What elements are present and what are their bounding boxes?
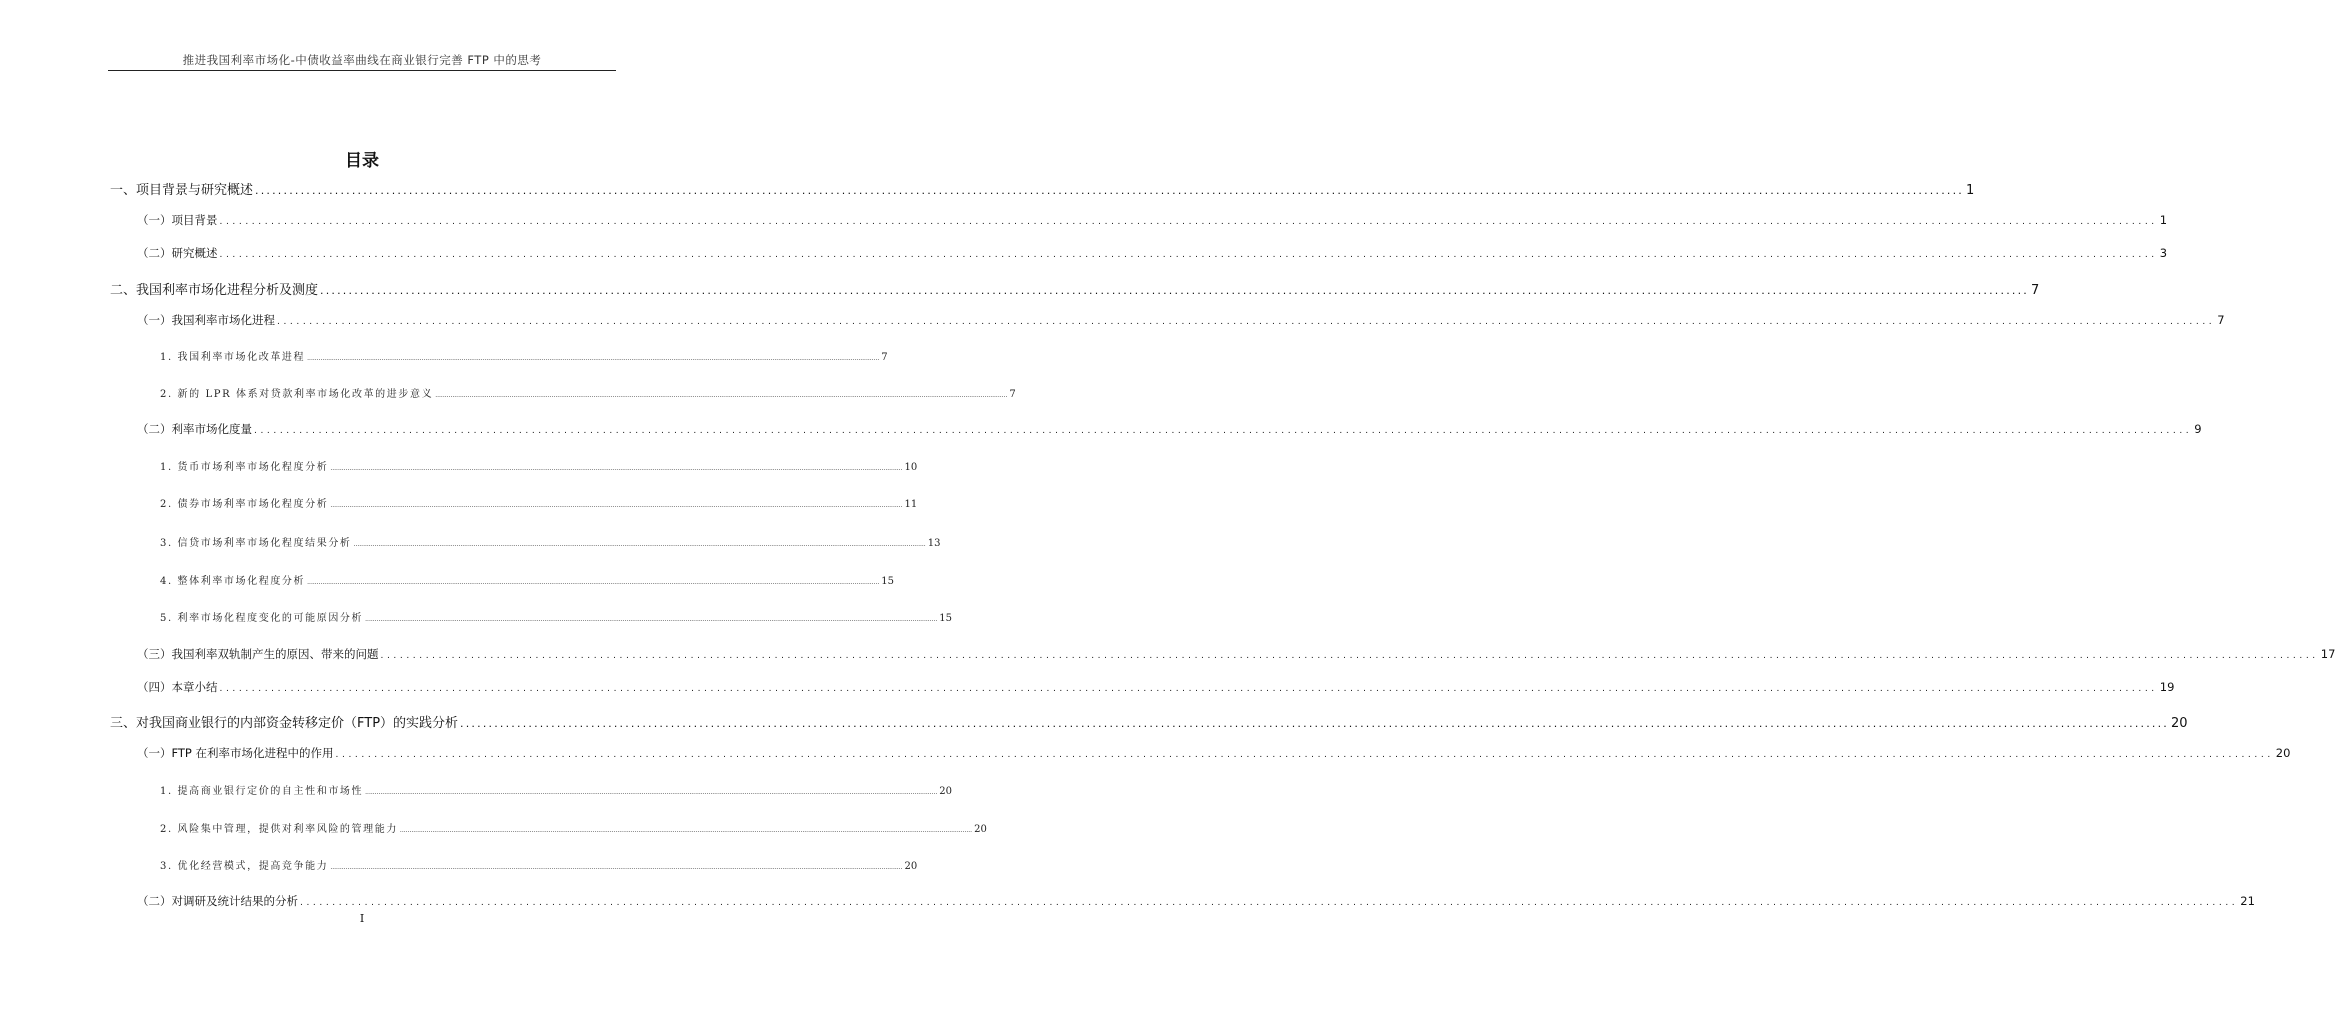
toc-entry-text: 3. 信贷市场利率市场化程度结果分析 [160, 538, 352, 549]
dot-leader: ............................................................................................................................................................................................................................................................................................................ [307, 579, 880, 586]
toc-entry-page: 7 [2031, 283, 2040, 298]
toc-entry[interactable] [160, 385, 1016, 401]
toc-entry-text: 二、我国利率市场化进程分析及测度 [110, 283, 319, 298]
dot-leader: ............................................................................................................................................................................................................................................................................................................ [255, 184, 1964, 197]
toc-entry-text: （一）FTP 在利率市场化进程中的作用 [137, 746, 334, 760]
toc-entry-text: 2. 风险集中管理，提供对利率风险的管理能力 [160, 824, 398, 835]
dot-leader: ............................................................................................................................................................................................................................................................................................................ [219, 684, 2158, 694]
toc-entry[interactable] [110, 712, 2188, 731]
toc-entry-page: 21 [2240, 894, 2255, 908]
toc-entry[interactable] [160, 348, 888, 364]
toc-entry-page: 7 [881, 352, 888, 363]
toc-entry-page: 7 [1009, 389, 1016, 400]
toc-entry-page: 17 [2320, 647, 2335, 661]
dot-leader: ............................................................................................................................................................................................................................................................................................................ [254, 426, 2193, 436]
toc-entry-page: 20 [904, 861, 918, 872]
toc-entry[interactable] [160, 458, 918, 474]
dot-leader: ............................................................................................................................................................................................................................................................................................................ [300, 898, 2239, 908]
dot-leader: ............................................................................................................................................................................................................................................................................................................ [330, 502, 903, 509]
toc-entry-page: 20 [974, 824, 987, 835]
toc-entry[interactable] [137, 893, 2255, 909]
toc-entry-text: （一）项目背景 [137, 213, 218, 227]
toc-entry[interactable] [137, 245, 2168, 261]
toc-title: 目录 [345, 151, 379, 171]
toc-entry-page: 15 [939, 613, 953, 624]
toc-entry-text: 3. 优化经营模式，提高竞争能力 [160, 861, 329, 872]
toc-entry-text: 2. 新的 LPR 体系对贷款利率市场化改革的进步意义 [160, 389, 434, 400]
toc-entry-text: 1. 货币市场利率市场化程度分析 [160, 462, 329, 473]
toc-entry-text: 4. 整体利率市场化程度分析 [160, 576, 306, 587]
dot-leader: ............................................................................................................................................................................................................................................................................................................ [320, 284, 2029, 297]
toc-entry[interactable] [110, 179, 1975, 198]
toc-entry-text: 1. 我国利率市场化改革进程 [160, 352, 306, 363]
dot-leader: ............................................................................................................................................................................................................................................................................................................ [365, 789, 938, 796]
toc-entry-text: 5. 利率市场化程度变化的可能原因分析 [160, 613, 364, 624]
toc-entry-page: 20 [939, 786, 953, 797]
dot-leader: ............................................................................................................................................................................................................................................................................................................ [335, 750, 2274, 760]
toc-entry-text: 2. 债券市场利率市场化程度分析 [160, 499, 329, 510]
toc-entry[interactable] [160, 534, 941, 550]
running-header: 推进我国利率市场化-中债收益率曲线在商业银行完善 FTP 中的思考 [182, 53, 542, 67]
dot-leader: ............................................................................................................................................................................................................................................................................................................ [435, 392, 1008, 399]
toc-entry[interactable] [137, 421, 2202, 437]
toc-entry[interactable] [160, 609, 953, 625]
toc-entry[interactable] [160, 820, 987, 836]
dot-leader: ............................................................................................................................................................................................................................................................................................................ [330, 465, 903, 472]
toc-entry[interactable] [137, 312, 2225, 328]
dot-leader: ............................................................................................................................................................................................................................................................................................................ [219, 250, 2158, 260]
toc-entry-page: 11 [904, 499, 918, 510]
dot-leader: ............................................................................................................................................................................................................................................................................................................ [460, 717, 2170, 730]
page-number: I [359, 912, 365, 925]
toc-entry-text: （二）对调研及统计结果的分析 [137, 894, 298, 908]
toc-entry-page: 1 [1966, 183, 1975, 198]
toc-entry[interactable] [160, 572, 895, 588]
toc-entry-page: 15 [881, 576, 895, 587]
toc-entry-text: （二）利率市场化度量 [137, 422, 252, 436]
toc-entry-page: 7 [2217, 313, 2225, 327]
toc-entry[interactable] [160, 857, 918, 873]
dot-leader: ............................................................................................................................................................................................................................................................................................................ [380, 651, 2319, 661]
dot-leader: ............................................................................................................................................................................................................................................................................................................ [330, 864, 903, 871]
toc-entry-text: （一）我国利率市场化进程 [137, 313, 275, 327]
toc-entry[interactable] [110, 279, 2040, 298]
toc-entry-page: 9 [2194, 422, 2202, 436]
toc-entry-page: 10 [904, 462, 918, 473]
dot-leader: ............................................................................................................................................................................................................................................................................................................ [307, 355, 880, 362]
toc-entry[interactable] [137, 646, 2335, 662]
toc-entry-text: 一、项目背景与研究概述 [110, 183, 254, 198]
toc-entry-text: （二）研究概述 [137, 246, 218, 260]
toc-entry-page: 19 [2159, 680, 2175, 694]
toc-entry[interactable] [160, 782, 953, 798]
toc-entry-page: 20 [2275, 746, 2291, 760]
toc-entry-page: 13 [927, 538, 941, 549]
dot-leader: ............................................................................................................................................................................................................................................................................................................ [219, 217, 2158, 227]
toc-entry-text: 三、对我国商业银行的内部资金转移定价（FTP）的实践分析 [110, 716, 459, 731]
toc-entry-text: 1. 提高商业银行定价的自主性和市场性 [160, 786, 364, 797]
toc-entry[interactable] [137, 745, 2291, 761]
toc-entry[interactable] [137, 679, 2175, 695]
toc-entry[interactable] [160, 495, 918, 511]
dot-leader: ............................................................................................................................................................................................................................................................................................................ [365, 616, 938, 623]
header-rule [108, 70, 616, 71]
dot-leader: ............................................................................................................................................................................................................................................................................................................ [277, 317, 2216, 327]
toc-entry-page: 1 [2159, 213, 2168, 227]
toc-entry-page: 3 [2159, 246, 2168, 260]
toc-entry-page: 20 [2171, 716, 2188, 731]
dot-leader: ............................................................................................................................................................................................................................................................................................................ [353, 541, 926, 548]
toc-entry[interactable] [137, 212, 2168, 228]
toc-entry-text: （三）我国利率双轨制产生的原因、带来的问题 [137, 647, 379, 661]
dot-leader: ............................................................................................................................................................................................................................................................................................................ [399, 827, 973, 834]
toc-entry-text: （四）本章小结 [137, 680, 218, 694]
